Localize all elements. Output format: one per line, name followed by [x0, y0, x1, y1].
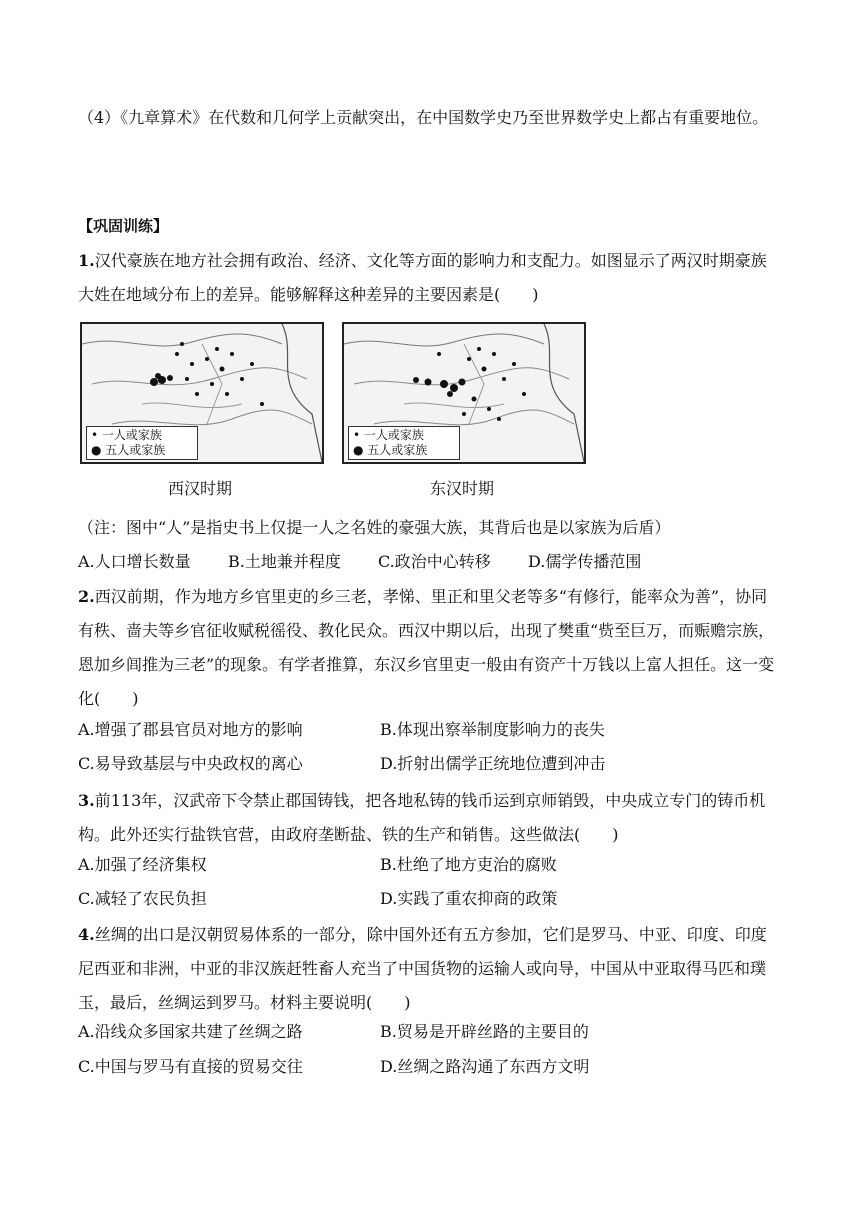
question-3-options-row-2 [78, 887, 782, 911]
option-b[interactable]: B.杜绝了地方吏治的腐败 [380, 855, 557, 874]
option-c[interactable]: C.减轻了农民负担 [78, 889, 207, 908]
question-4-text: 丝绸的出口是汉朝贸易体系的一部分，除中国外还有五方参加，它们是罗马、中亚、印度、印度尼西亚和非洲，中亚的非汉族赶牲畜人充当了中国货物的运输人或向导，中国从中亚取得马匹和璞玉，最后，丝绸运到罗马。材料主要说明( ) [78, 925, 767, 1012]
western-han-caption: 西汉时期 [167, 479, 232, 498]
question-4-options-row-2 [78, 1055, 782, 1079]
question-4-options-row-1 [78, 1020, 782, 1044]
legend-large-dot: ● 五人或家族 [353, 443, 428, 457]
western-han-map [80, 322, 324, 464]
eastern-han-map [342, 322, 586, 464]
question-4-number: 4. [78, 925, 95, 944]
option-d[interactable]: D.折射出儒学正统地位遭到冲击 [380, 754, 606, 773]
option-a[interactable]: A.人口增长数量 [78, 552, 191, 571]
option-b[interactable]: B.贸易是开辟丝路的主要目的 [380, 1022, 589, 1041]
question-2-number: 2. [78, 587, 95, 606]
question-2-options-row-1 [78, 718, 782, 742]
question-1-options [78, 550, 782, 574]
legend-large-dot: ● 五人或家族 [91, 443, 166, 457]
eastern-han-caption: 东汉时期 [429, 479, 494, 498]
question-4-stem [78, 918, 782, 1020]
question-3-options-row-1 [78, 853, 782, 877]
question-2-stem [78, 580, 782, 716]
option-b[interactable]: B.土地兼并程度 [228, 552, 341, 571]
option-d[interactable]: D.实践了重农抑商的政策 [380, 889, 558, 908]
question-3-text: 前113年，汉武帝下令禁止郡国铸钱，把各地私铸的钱币运到京师销毁，中央成立专门的铸币机构。此外还实行盐铁官营，由政府垄断盐、铁的生产和销售。这些做法( ) [78, 791, 766, 844]
question-1-note: （注：图中“人”是指史书上仅提一人之名姓的豪强大族，其背后也是以家族为后盾） [78, 518, 671, 537]
section-title: 【巩固训练】 [78, 217, 169, 235]
option-b[interactable]: B.体现出察举制度影响力的丧失 [380, 720, 605, 739]
question-2-text: 西汉前期，作为地方乡官里吏的乡三老，孝悌、里正和里父老等多“有修行，能率众为善”，协同有秩、啬夫等乡官征收赋税徭役、教化民众。西汉中期以后，出现了樊重“赀至巨万，而赈赡宗族，恩加乡闾推为三老”的现象。有学者推算，东汉乡官里吏一般由有资产十万钱以上富人担任。这一变化( ) [78, 587, 775, 708]
question-1-text: 汉代豪族在地方社会拥有政治、经济、文化等方面的影响力和支配力。如图显示了两汉时期豪族大姓在地域分布上的差异。能够解释这种差异的主要因素是( ) [78, 251, 767, 304]
option-d[interactable]: D.儒学传播范围 [528, 552, 642, 571]
question-2-options-row-2 [78, 752, 782, 776]
option-d[interactable]: D.丝绸之路沟通了东西方文明 [380, 1057, 590, 1076]
option-c[interactable]: C.政治中心转移 [378, 552, 491, 571]
question-3-number: 3. [78, 791, 95, 810]
question-1-stem [78, 244, 782, 312]
intro-paragraph: （4）《九章算术》在代数和几何学上贡献突出，在中国数学史乃至世界数学史上都占有重要地位。 [78, 108, 769, 127]
question-1-number: 1. [78, 251, 95, 270]
question-1-maps [80, 318, 580, 508]
map-legend [86, 426, 198, 460]
option-a[interactable]: A.增强了郡县官员对地方的影响 [78, 720, 303, 739]
option-a[interactable]: A.沿线众多国家共建了丝绸之路 [78, 1022, 303, 1041]
legend-small-dot: • 一人或家族 [353, 428, 424, 442]
option-a[interactable]: A.加强了经济集权 [78, 855, 207, 874]
option-c[interactable]: C.中国与罗马有直接的贸易交往 [78, 1057, 303, 1076]
legend-small-dot: • 一人或家族 [91, 428, 162, 442]
map-legend [348, 426, 460, 460]
option-c[interactable]: C.易导致基层与中央政权的离心 [78, 754, 303, 773]
question-3-stem [78, 784, 782, 852]
